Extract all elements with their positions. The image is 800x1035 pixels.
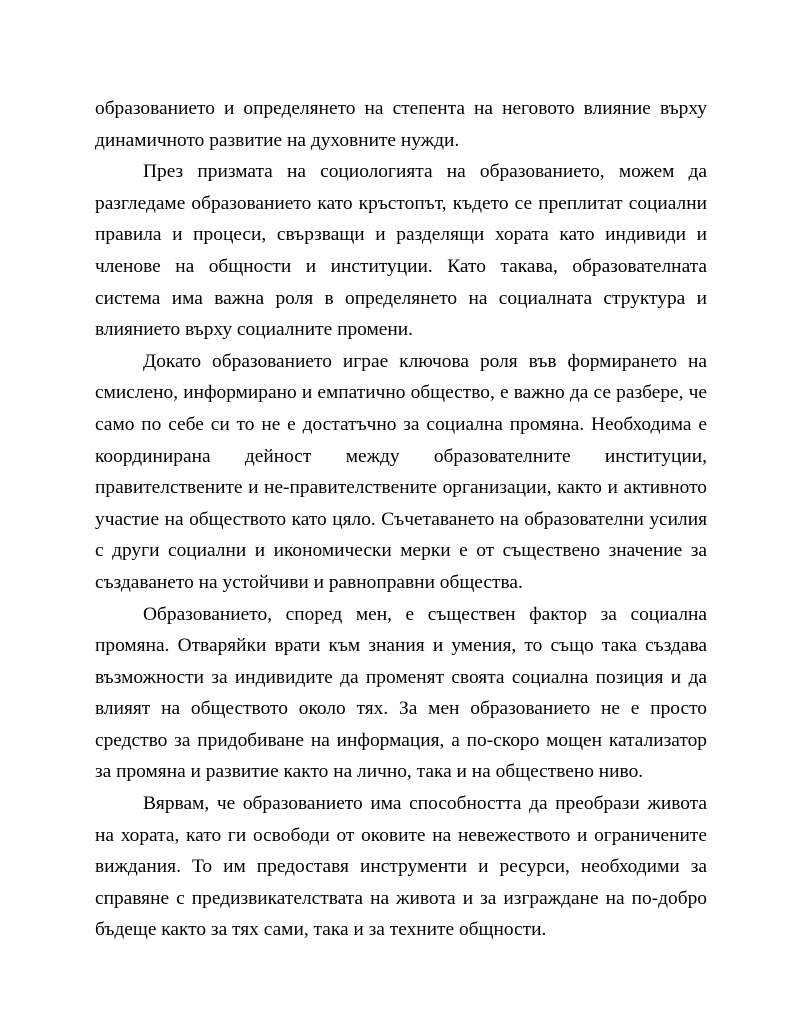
paragraph-social-change: Образованието, според мен, е съществен фактор за социална промяна. Отваряйки врати към знания и умения, то също така създава възможности за индивидите да променят своята социална позиция и да влияят на обществото около тях. За мен образованието не е просто средство за придобиване на информация, а по-скоро мощен катализатор за промяна и развитие както на лично, така и на обществено ниво. xyxy=(95,603,707,783)
document-body xyxy=(95,93,707,946)
paragraph-belief: Вярвам, че образованието има способността да преобрази живота на хората, като ги освободи от оковите на невежеството и ограничените виждания. То им предоставя инструменти и ресурси, необходими за справяне с предизвикателствата на живота и за изграждане на по-добро бъдеще както за тях сами, така и за техните общности. xyxy=(95,793,707,941)
paragraph-sociology: През призмата на социологията на образованието, можем да разгледаме образованието като кръстопът, където се преплитат социални правила и процеси, свързващи и разделящи хората като индивиди и членове на общности и институции. Като такава, образователната система има важна роля в определянето на социалната структура и влиянието върху социалните промени. xyxy=(95,161,707,341)
paragraph-continuation: образованието и определянето на степента на неговото влияние върху динамичното развитие на духовните нужди. xyxy=(95,98,707,151)
paragraph-key-role: Докато образованието играе ключова роля във формирането на смислено, информирано и емпатично общество, е важно да се разбере, че само по себе си то не е достатъчно за социална промяна. Необходима е координирана дейност между образователните институции, правителствените и не-правителствените организации, както и активното участие на обществото като цяло. Съчетаването на образователни усилия с други социални и икономически мерки е от съществено значение за създаването на устойчиви и равноправни общества. xyxy=(95,350,707,593)
